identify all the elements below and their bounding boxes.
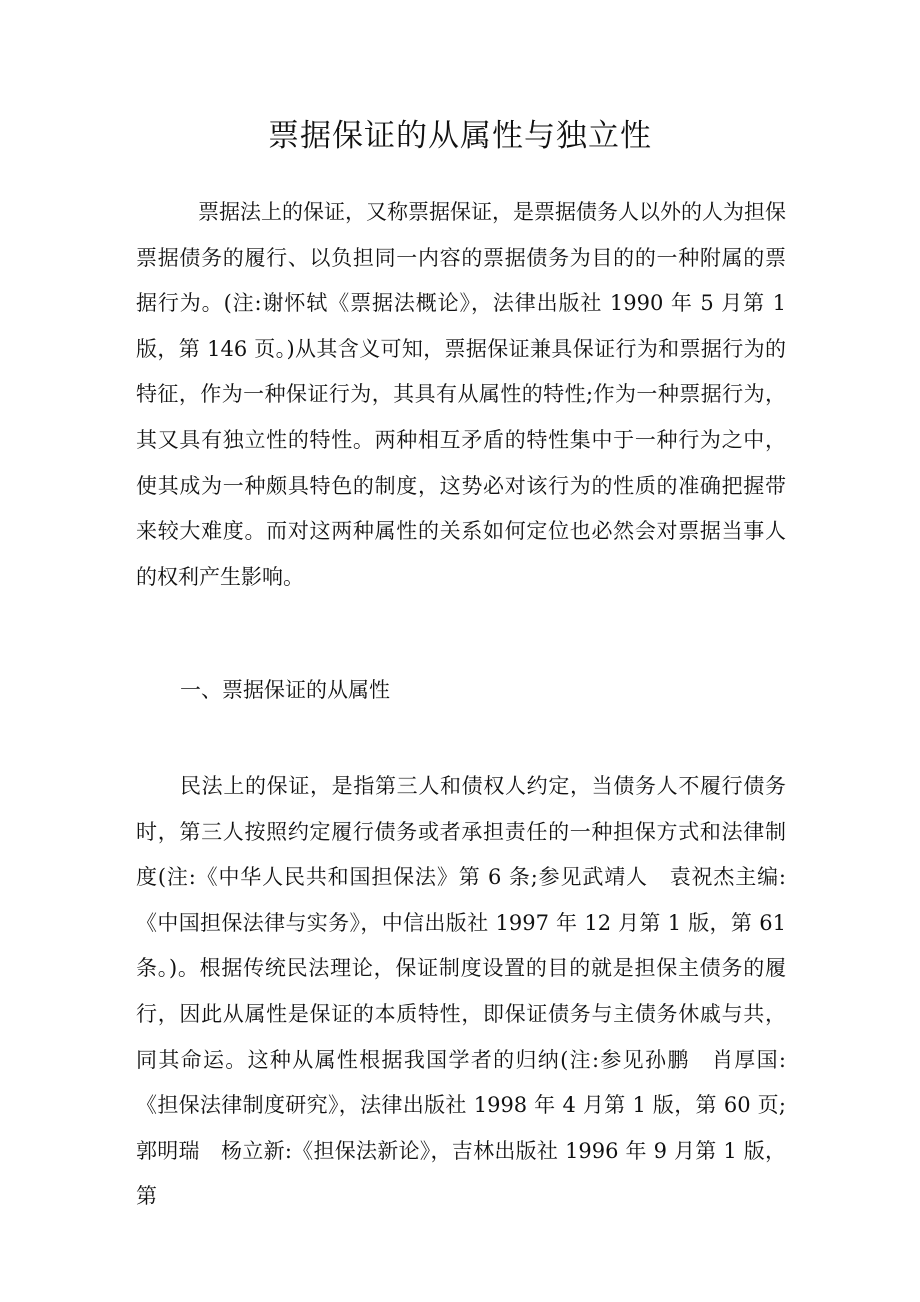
body-paragraph: 民法上的保证，是指第三人和债权人约定，当债务人不履行债务时，第三人按照约定履行债务或者承担责任的一种担保方式和法律制度(注:《中华人民共和国担保法》第 6 条;参见武靖人 袁祝杰主编:《中国担保法律与实务》，中信出版社 1997 年 12 月第 1 版，第 61 条。)。根据传统民法理论，保证制度设置的目的就是担保主债务的履行，因此从属性是保证的本质特性，即保证债务与主债务休戚与共，同其命运。这种从属性根据我国学者的归纳(注:参见孙鹏 肖厚国:《担保法律制度研究》，法律出版社 1998 年 4 月第 1 版，第 60 页;郭明瑞 杨立新:《担保法新论》，吉林出版社 1996 年 9 月第 1 版，第 xyxy=(136,774,786,1209)
section-heading: 一、票据保证的从属性 xyxy=(180,678,390,702)
intro-paragraph: 票据法上的保证，又称票据保证，是票据债务人以外的人为担保票据债务的履行、以负担同一内容的票据债务为目的的一种附属的票据行为。(注:谢怀轼《票据法概论》，法律出版社 1990 年 5 月第 1 版，第 146 页。)从其含义可知，票据保证兼具保证行为和票据行为的特征，作为一种保证行为，其具有从属性的特性;作为一种票据行为，其又具有独立性的特性。两种相互矛盾的特性集中于一种行为之中，使其成为一种颇具特色的制度，这势必对该行为的性质的准确把握带来较大难度。而对这两种属性的关系如何定位也必然会对票据当事人的权利产生影响。 xyxy=(136,200,786,589)
document-title: 票据保证的从属性与独立性 xyxy=(268,118,652,154)
